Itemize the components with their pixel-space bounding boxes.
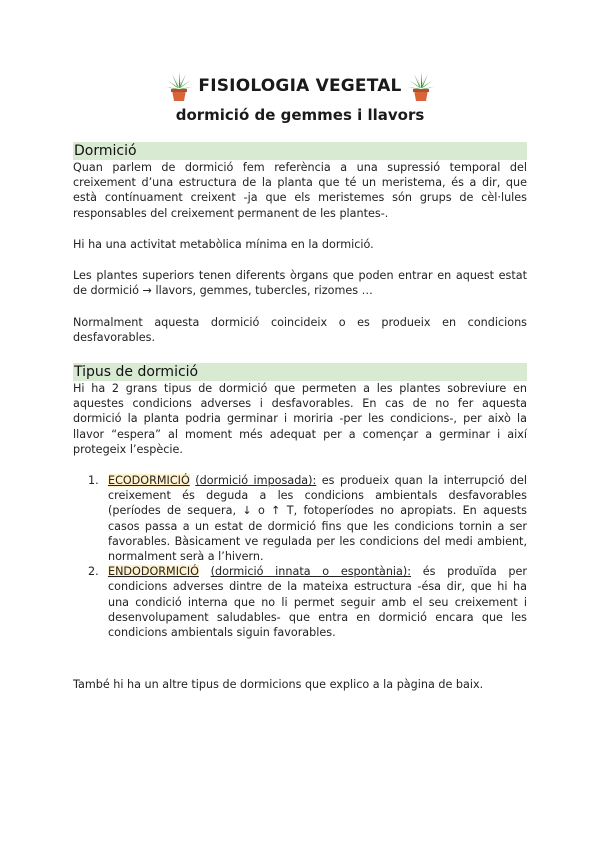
paragraph: Quan parlem de dormició fem referència a una supressió temporal del creixement d’una estructura de la planta que té un meristema, és a dir, que està contínuament creixent -ja que els meristemes són grups de cèl·lules responsables del creixement permanent de les plantes-.	[73, 161, 527, 220]
document-subtitle: dormició de gemmes i llavors	[175, 106, 425, 124]
item-text: és produïda per condicions adverses dintre de la mateixa estructura -ésa dir, que hi ha una condició interna que no li permet seguir amb el seu creixement i desenvolupament saludables- que entra en dormició encara que les condicions ambientals siguin favorables.	[108, 565, 528, 640]
term-highlight: ENDODORMICIÓ	[108, 565, 199, 579]
paragraph: Hi ha una activitat metabòlica mínima en la dormició.	[73, 238, 374, 251]
dormancy-types-list	[88, 473, 527, 640]
list-number: 2.	[88, 565, 99, 579]
term-qualifier: (dormició imposada):	[195, 474, 317, 487]
paragraph: Normalment aquesta dormició coincideix o es produeix en condicions desfavorables.	[73, 316, 527, 345]
list-item	[88, 473, 527, 564]
term-qualifier: (dormició innata o espontània):	[210, 565, 412, 579]
item-text: es produeix quan la interrupció del creixement és deguda a les condicions ambientals desfavorables (períodes de sequera, ↓ o ↑ T, fotoperíodes no apropiats. En aquests casos passa a un estat de dormició fins que les condicions tornin a ser favorables. Bàsicament ve regulada per les condicions del medi ambient, normalment serà a l’hivern.	[108, 474, 528, 564]
title-row	[0, 70, 600, 102]
list-item	[88, 564, 527, 640]
document-title: FISIOLOGIA VEGETAL	[198, 76, 402, 96]
paragraph: Les plantes superiors tenen diferents òrgans que poden entrar en aquest estat de dormició → llavors, gemmes, tubercles, rizomes …	[73, 269, 527, 298]
paragraph: També hi ha un altre tipus de dormicions que explico a la pàgina de baix.	[73, 678, 484, 691]
term-highlight: ECODORMICIÓ	[108, 474, 190, 487]
potted-plant-icon	[406, 70, 436, 102]
section-heading-tipus: Tipus de dormició	[73, 363, 527, 381]
paragraph: Hi ha 2 grans tipus de dormició que permeten a les plantes sobreviure en aquestes condicions adverses i desfavorables. En cas de no fer aquesta dormició la planta podria germinar i moriria -per les condicions-, per això la llavor “espera” al moment més adequat per a començar a germinar i així protegeix l’espècie.	[73, 382, 527, 456]
section-heading-dormicio: Dormició	[73, 142, 527, 160]
potted-plant-icon	[164, 70, 194, 102]
list-number: 1.	[88, 474, 99, 487]
